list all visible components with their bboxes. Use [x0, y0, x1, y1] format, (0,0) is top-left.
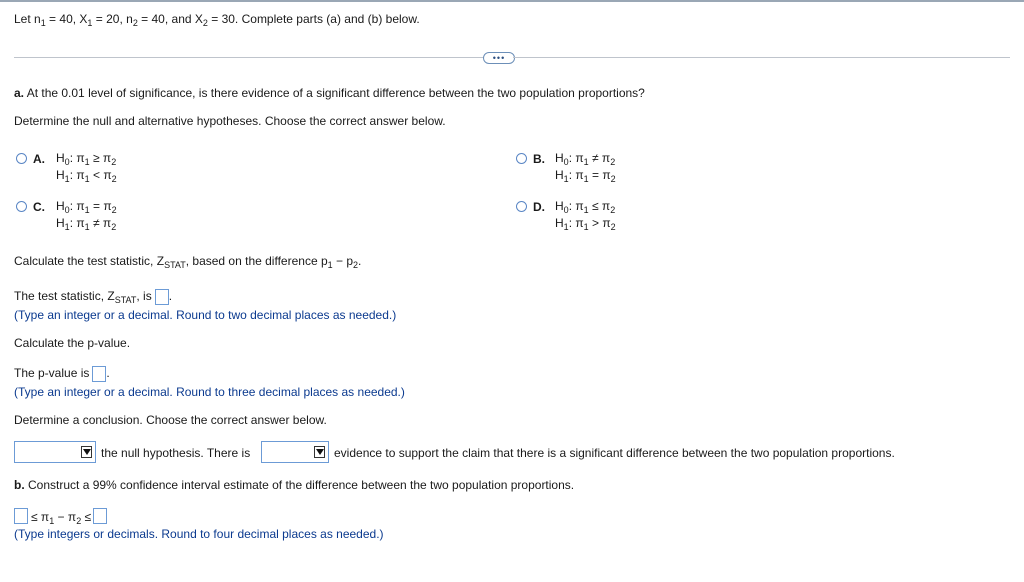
- show-more-button[interactable]: •••: [483, 52, 515, 64]
- option-c-letter: C.: [33, 200, 45, 214]
- chevron-down-icon: [81, 446, 92, 458]
- option-b-letter: B.: [533, 152, 545, 166]
- z-stat-input[interactable]: [155, 289, 169, 305]
- stat-answer-line: The test statistic, $Z_{STAT}$, is .: [14, 289, 173, 306]
- ci-expression: ≤ $\pi_1 - \pi_2$ ≤: [31, 510, 92, 526]
- part-a-question-text: a. At the 0.01 level of significance, is there evidence of a significant difference between the two population proportions?: [14, 86, 645, 100]
- option-c-h0: $H_0$: $\pi_1 = \pi_2$: [56, 199, 117, 215]
- hypotheses-instruction: Determine the null and alternative hypotheses. Choose the correct answer below.: [14, 114, 446, 128]
- section-divider-right: [513, 57, 1010, 58]
- option-a-h1: $H_1$: $\pi_1 < \pi_2$: [56, 168, 117, 184]
- p-value-input[interactable]: [92, 366, 106, 382]
- option-d-letter: D.: [533, 200, 545, 214]
- top-border: [0, 0, 1024, 2]
- calc-stat-instruction: Calculate the test statistic, $Z_{STAT}$, based on the difference $p_1 - p_2$.: [14, 254, 362, 270]
- problem-statement: Let $n_1 = 40$, $X_1 = 20$, $n_2 = 40$, and $X_2 = 30$. Complete parts (a) and (b) below.: [14, 12, 420, 28]
- chevron-down-icon: [314, 446, 325, 458]
- conclusion-instruction: Determine a conclusion. Choose the correct answer below.: [14, 413, 327, 427]
- option-a-letter: A.: [33, 152, 45, 166]
- calc-p-instruction: Calculate the p-value.: [14, 336, 131, 350]
- p-value-hint: (Type an integer or a decimal. Round to three decimal places as needed.): [14, 385, 405, 399]
- p-value-line: The p-value is .: [14, 366, 110, 381]
- ci-upper-input[interactable]: [93, 508, 107, 524]
- section-divider-left: [14, 57, 483, 58]
- ci-lower-input[interactable]: [14, 508, 28, 524]
- option-b-h0: $H_0$: $\pi_1 \ne \pi_2$: [555, 151, 616, 167]
- part-b-hint: (Type integers or decimals. Round to four decimal places as needed.): [14, 527, 384, 541]
- option-c-radio[interactable]: [16, 201, 27, 212]
- conclusion-mid-text: the null hypothesis. There is: [101, 446, 251, 460]
- evidence-dropdown[interactable]: [261, 441, 329, 463]
- option-d-h1: $H_1$: $\pi_1 > \pi_2$: [555, 216, 616, 232]
- option-d-h0: $H_0$: $\pi_1 \le \pi_2$: [555, 199, 616, 215]
- stat-hint: (Type an integer or a decimal. Round to two decimal places as needed.): [14, 308, 397, 322]
- option-a-h0: $H_0$: $\pi_1 \ge \pi_2$: [56, 151, 117, 167]
- option-d-radio[interactable]: [516, 201, 527, 212]
- conclusion-end-text: evidence to support the claim that there is a significant difference between the two population proportions.: [334, 446, 895, 460]
- null-decision-dropdown[interactable]: [14, 441, 96, 463]
- part-b-question: b. Construct a 99% confidence interval estimate of the difference between the two population proportions.: [14, 478, 575, 492]
- option-b-h1: $H_1$: $\pi_1 = \pi_2$: [555, 168, 616, 184]
- option-b-radio[interactable]: [516, 153, 527, 164]
- option-c-h1: $H_1$: $\pi_1 \ne \pi_2$: [56, 216, 117, 232]
- option-a-radio[interactable]: [16, 153, 27, 164]
